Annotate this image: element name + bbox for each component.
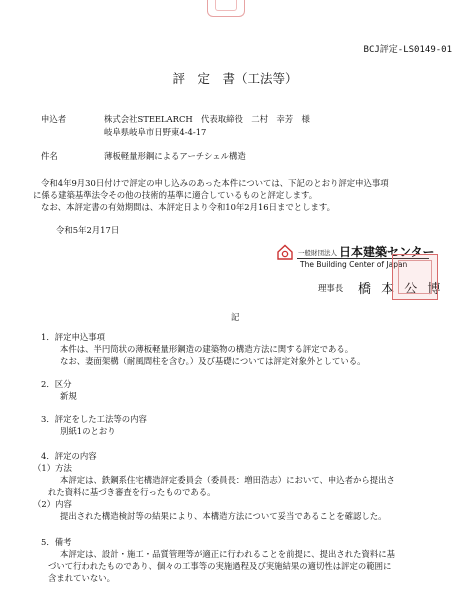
body-line-1: 令和4年9月30日付けで評定の申し込みのあった本件については、下記のとおり評定申込事項 xyxy=(41,178,389,188)
issue-date: 令和5年2月17日 xyxy=(56,225,120,235)
representative-title: 理事長 xyxy=(318,283,344,293)
representative-name: 橋 本 公 博 xyxy=(358,282,444,297)
section-4-sub-2: （2）内容 xyxy=(33,499,72,509)
section-2-heading: 2．区分 xyxy=(41,379,72,389)
section-4-sub-1-line-2: れた資料に基づき審査を行ったものである。 xyxy=(48,487,216,497)
org-prefix: 一般財団法人 xyxy=(298,249,337,257)
section-4-sub-1-line-1: 本評定は、鉄鋼系住宅構造評定委員会（委員長：増田浩志）において、申込者から提出さ xyxy=(60,475,395,485)
section-4-heading: 4．評定の内容 xyxy=(41,451,97,461)
body-line-2: に係る建築基準法令その他の技術的基準に適合しているものと評定します。 xyxy=(33,190,318,200)
section-1-line-1: 本件は、半円筒状の薄板軽量形鋼造の建築物の構造方法に関する評定である。 xyxy=(60,344,354,354)
official-seal xyxy=(392,254,438,300)
section-4-sub-2-line-1: 提出された構造検討等の結果により、本構造方法について妥当であることを確認した。 xyxy=(60,511,387,521)
body-line-3: なお、本評定書の有効期間は、本評定日より令和10年2月16日までとします。 xyxy=(41,202,335,212)
bcj-logo-icon xyxy=(277,244,293,260)
section-5-line-2: づいて行われたものであり、個々の工事等の実施過程及び実施結果の適切性は評定の範囲に xyxy=(48,561,392,571)
org-english-name: The Building Center of Japan xyxy=(300,260,408,269)
subject-label: 件名 xyxy=(41,151,58,161)
section-4-sub-1: （1）方法 xyxy=(33,463,72,473)
ki-label: 記 xyxy=(231,312,240,322)
applicant-label: 申込者 xyxy=(41,114,67,124)
section-2-line-1: 新規 xyxy=(60,391,77,401)
section-3-heading: 3．評定をした工法等の内容 xyxy=(41,414,147,424)
subject-value: 薄板軽量形鋼によるアーチシェル構造 xyxy=(104,151,246,161)
applicant-address: 岐阜県岐阜市日野東4-4-17 xyxy=(104,127,207,137)
section-5-heading: 5．備考 xyxy=(41,537,72,547)
org-name: 日本建築センター xyxy=(339,245,435,259)
top-stamp-mark xyxy=(207,0,245,17)
section-1-line-2: なお、妻面架構（耐風間柱を含む。）及び基礎については評定対象外としている。 xyxy=(60,356,366,366)
page-title: 評 定 書（工法等） xyxy=(172,71,298,86)
section-3-line-1: 別紙1のとおり xyxy=(60,426,116,436)
document-number: BCJ評定-LS0149-01 xyxy=(363,45,452,55)
section-5-line-1: 本評定は、設計・施工・品質管理等が適正に行われることを前提に、提出された資料に基 xyxy=(60,549,395,559)
section-1-heading: 1．評定申込事項 xyxy=(41,332,105,342)
applicant-company: 株式会社STEELARCH 代表取締役 二村 幸芳 様 xyxy=(104,114,310,124)
section-5-line-3: 含まれていない。 xyxy=(48,573,115,583)
